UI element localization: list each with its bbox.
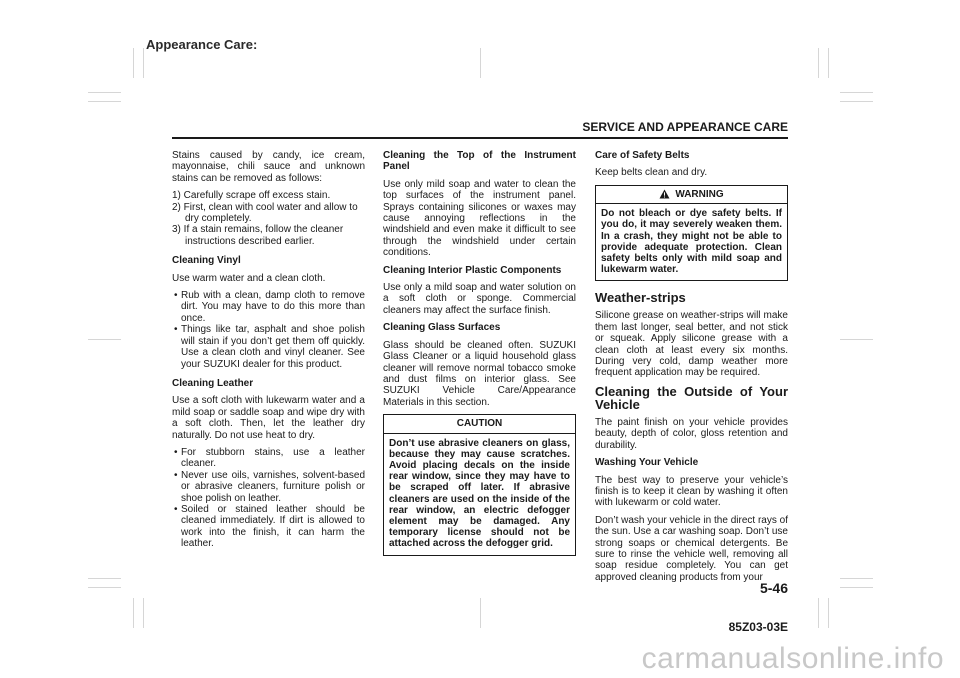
crop-mark xyxy=(480,598,481,628)
document-code: 85Z03-03E xyxy=(728,620,788,634)
crop-mark xyxy=(133,598,134,628)
weather-strips-heading: Weather-strips xyxy=(595,290,686,306)
list-item: • For stubborn stains, use a leather cleaner. xyxy=(172,447,365,470)
vinyl-bullets xyxy=(172,290,365,370)
instrument-panel-heading: Cleaning the Top of the Instrument Panel xyxy=(383,150,576,173)
crop-mark xyxy=(840,587,873,588)
instrument-panel-text: Use only mild soap and water to clean the top surfaces of the instrument panel. Sprays containing silicones or waxes may cause annoying reflections in the windshield and even make it difficult to see through the windshield under certain conditions. xyxy=(383,178,576,259)
stain-intro: Stains caused by candy, ice cream, mayonnaise, chili sauce and unknown stains can be removed as follows: xyxy=(172,150,365,184)
crop-mark xyxy=(828,598,829,628)
list-item: 2) First, clean with cool water and allow to dry completely. xyxy=(172,201,358,225)
crop-mark xyxy=(840,92,873,93)
washing-heading: Washing Your Vehicle xyxy=(595,457,699,469)
washing-text: The best way to preserve your vehicle’s finish is to keep it clean by washing it often with lukewarm or cold water. xyxy=(595,474,788,509)
warning-text: Do not bleach or dye safety belts. If you do, it may severely weaken them. In a crash, they might not be able to provide adequate protection. Clean safety belts only with mild soap and lukewarm water. xyxy=(601,208,782,276)
leather-heading: Cleaning Leather xyxy=(172,377,254,389)
leather-text: Use a soft cloth with lukewarm water and a mild soap or saddle soap and wipe dry with a soft cloth. Then, let the leather dry naturally. Do not use heat to dry. xyxy=(172,395,365,441)
crop-mark xyxy=(88,587,121,588)
list-item: • Never use oils, varnishes, solvent-based or abrasive cleaners, furniture polish or shoe polish on leather. xyxy=(172,470,365,504)
crop-mark xyxy=(88,339,121,340)
column-right xyxy=(595,150,788,589)
header-rule xyxy=(172,137,788,139)
crop-mark xyxy=(818,48,819,78)
crop-mark xyxy=(840,101,873,102)
crop-mark xyxy=(818,598,819,628)
glass-heading: Cleaning Glass Surfaces xyxy=(383,322,501,334)
plastic-heading: Cleaning Interior Plastic Components xyxy=(383,264,562,276)
page-number: 5-46 xyxy=(759,580,788,596)
crop-mark xyxy=(480,48,481,78)
list-item: • Soiled or stained leather should be cleaned immediately. If dirt is allowed to work into the finish, it can harm the leather. xyxy=(172,504,365,550)
outside-cleaning-text: The paint finish on your vehicle provides beauty, depth of color, gloss retention and durability. xyxy=(595,416,788,451)
caution-label: CAUTION xyxy=(384,415,575,433)
vinyl-text: Use warm water and a clean cloth. xyxy=(172,272,326,284)
outside-cleaning-heading: Cleaning the Outside of Your Vehicle xyxy=(595,383,788,412)
warning-box xyxy=(595,185,788,282)
column-middle xyxy=(383,150,576,566)
crop-mark xyxy=(143,598,144,628)
top-title: Appearance Care: xyxy=(146,37,258,52)
crop-mark xyxy=(88,578,121,579)
leather-bullets xyxy=(172,447,365,550)
warning-label: WARNING xyxy=(675,188,724,200)
crop-mark xyxy=(828,48,829,78)
glass-text: Glass should be cleaned often. SUZUKI Glass Cleaner or a liquid household glass cleaner will remove normal tobacco smoke and dust films on interior glass. See SUZUKI Vehicle Care/Appearance Materials in this section. xyxy=(383,339,576,408)
sun-text: Don’t wash your vehicle in the direct rays of the sun. Use a car washing soap. Don’t use strong soaps or chemical detergents. Be sure to rinse the vehicle well, removing all soap residue completely. You can get approved cleaning products from your xyxy=(595,514,788,583)
list-item: • Rub with a clean, damp cloth to remove dirt. You may have to do this more than once. xyxy=(172,290,365,324)
crop-mark xyxy=(840,578,873,579)
list-item: 1) Carefully scrape off excess stain. xyxy=(172,190,331,202)
caution-box xyxy=(383,414,576,555)
crop-mark xyxy=(840,339,873,340)
weather-strips-text: Silicone grease on weather-strips will make them last longer, seal better, and not stick or squeak. Apply silicone grease with a clean cloth at least every six months. During very cold, damp weather more frequent application may be required. xyxy=(595,310,788,379)
section-heading: SERVICE AND APPEARANCE CARE xyxy=(582,120,788,134)
list-item: • Things like tar, asphalt and shoe polish will stain if you don’t get them off quickly. Use a clean cloth and vinyl cleaner. See your SUZUKI dealer for this product. xyxy=(172,324,365,370)
column-left xyxy=(172,150,365,558)
crop-mark xyxy=(143,48,144,78)
crop-mark xyxy=(88,101,121,102)
plastic-text: Use only a mild soap and water solution on a soft cloth or sponge. Commercial cleaners may affect the surface finish. xyxy=(383,282,576,316)
stain-steps xyxy=(172,190,365,247)
safety-belts-text: Keep belts clean and dry. xyxy=(595,167,708,179)
crop-mark xyxy=(88,92,121,93)
warning-header xyxy=(596,186,787,204)
watermark: carmanualsonline.info xyxy=(641,642,944,675)
vinyl-heading: Cleaning Vinyl xyxy=(172,255,241,267)
caution-text: Don’t use abrasive cleaners on glass, because they may cause scratches. Avoid placing decals on the inside rear window, since they may have to be scraped off later. If abrasive cleaners are used on the inside of the rear window, an electric defogger element may be damaged. Any temporary license should not be attached across the defogger grid. xyxy=(389,437,570,550)
crop-mark xyxy=(133,48,134,78)
safety-belts-heading: Care of Safety Belts xyxy=(595,150,690,161)
list-item: 3) If a stain remains, follow the cleaner instructions described earlier. xyxy=(172,224,344,247)
warning-triangle-icon xyxy=(659,189,670,199)
